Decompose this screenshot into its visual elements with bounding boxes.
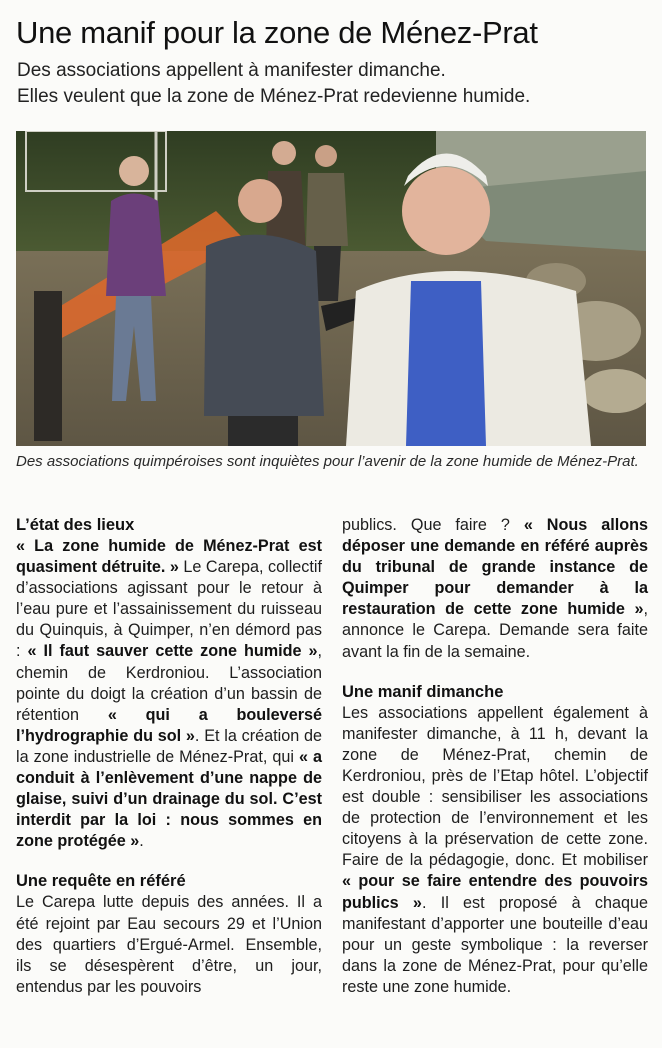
text-run: . (139, 832, 144, 851)
headline: Une manif pour la zone de Ménez-Prat (16, 15, 538, 50)
photo-illustration (16, 131, 646, 446)
emphasized-quote: « Il faut sauver cette zone humide » (27, 642, 318, 661)
standfirst (17, 58, 647, 110)
text-run: Les associations appellent également à manifester dimanche, à 11 h, devant la zone de Ménez-Prat, chemin de Kerdroniou, près de l’Etap hôtel. L’objectif est double : sensibiliser les associations de protection de l’environnement et les citoyens à la préservation de cette zone. Faire de la pédagogie, donc. Et mobiliser (342, 703, 648, 870)
text-run: publics. Que faire ? (342, 516, 524, 534)
left-column (16, 515, 322, 998)
emphasized-quote: « a conduit à l’enlèvement d’une nappe de glaise, suivi d’un drainage du sol. C’est interdit par la loi : nous sommes en zone protégée » (16, 747, 322, 851)
text-run: , chemin de Kerdroniou. L’association pointe du doigt la création d’un bassin de rétention (16, 642, 323, 724)
standfirst-line-2: Elles veulent que la zone de Ménez-Prat redevienne humide. (17, 86, 531, 107)
right-column (342, 515, 648, 998)
emphasized-quote: « La zone humide de Ménez-Prat est quasiment détruite. » (16, 537, 322, 577)
standfirst-line-1: Des associations appellent à manifester dimanche. (17, 60, 446, 81)
text-run: , annonce le Carepa. Demande sera faite avant la fin de la semaine. (342, 600, 648, 661)
text-run: . Il est proposé à chaque manifestant d’apporter une bouteille d’eau pour un geste symbolique : la reverser dans la zone de Ménez-Prat, pour qu’elle reste une zone humide. (342, 893, 649, 996)
emphasized-quote: « Nous allons déposer une demande en référé auprès du tribunal de grande instance de Quimper pour demander à la restauration de cette zone humide » (342, 516, 648, 619)
paragraph-requete-continued (342, 515, 648, 663)
paragraph-etat-des-lieux (16, 536, 322, 852)
emphasized-quote: « qui a bouleversé l’hydrographie du sol » (16, 705, 322, 745)
section-heading-requete: Une requête en référé (16, 872, 186, 891)
emphasized-quote: « pour se faire entendre des pouvoirs publics » (342, 872, 648, 912)
paragraph-manif-dimanche (342, 703, 648, 998)
photo-caption: Des associations quimpéroises sont inquiètes pour l’avenir de la zone humide de Ménez-Prat. (16, 453, 639, 470)
paragraph-requete: Le Carepa lutte depuis des années. Il a été rejoint par Eau secours 29 et l’Union des quartiers d’Ergué-Armel. Ensemble, ils se désespèrent d’être, un jour, entendus par les pouvoirs (16, 893, 322, 996)
section-heading-etat-des-lieux: L’état des lieux (16, 516, 135, 534)
text-run: . Et la création de la zone industrielle de Ménez-Prat, qui (16, 726, 322, 766)
section-heading-manif-dimanche: Une manif dimanche (342, 682, 504, 701)
article-photo (16, 131, 646, 446)
text-run: Le Carepa, collectif d’associations agissant pour le retour à l’eau pure et l’assainissement du ruisseau du Quinquis, à Quimper, n’en démord pas : (16, 558, 322, 661)
